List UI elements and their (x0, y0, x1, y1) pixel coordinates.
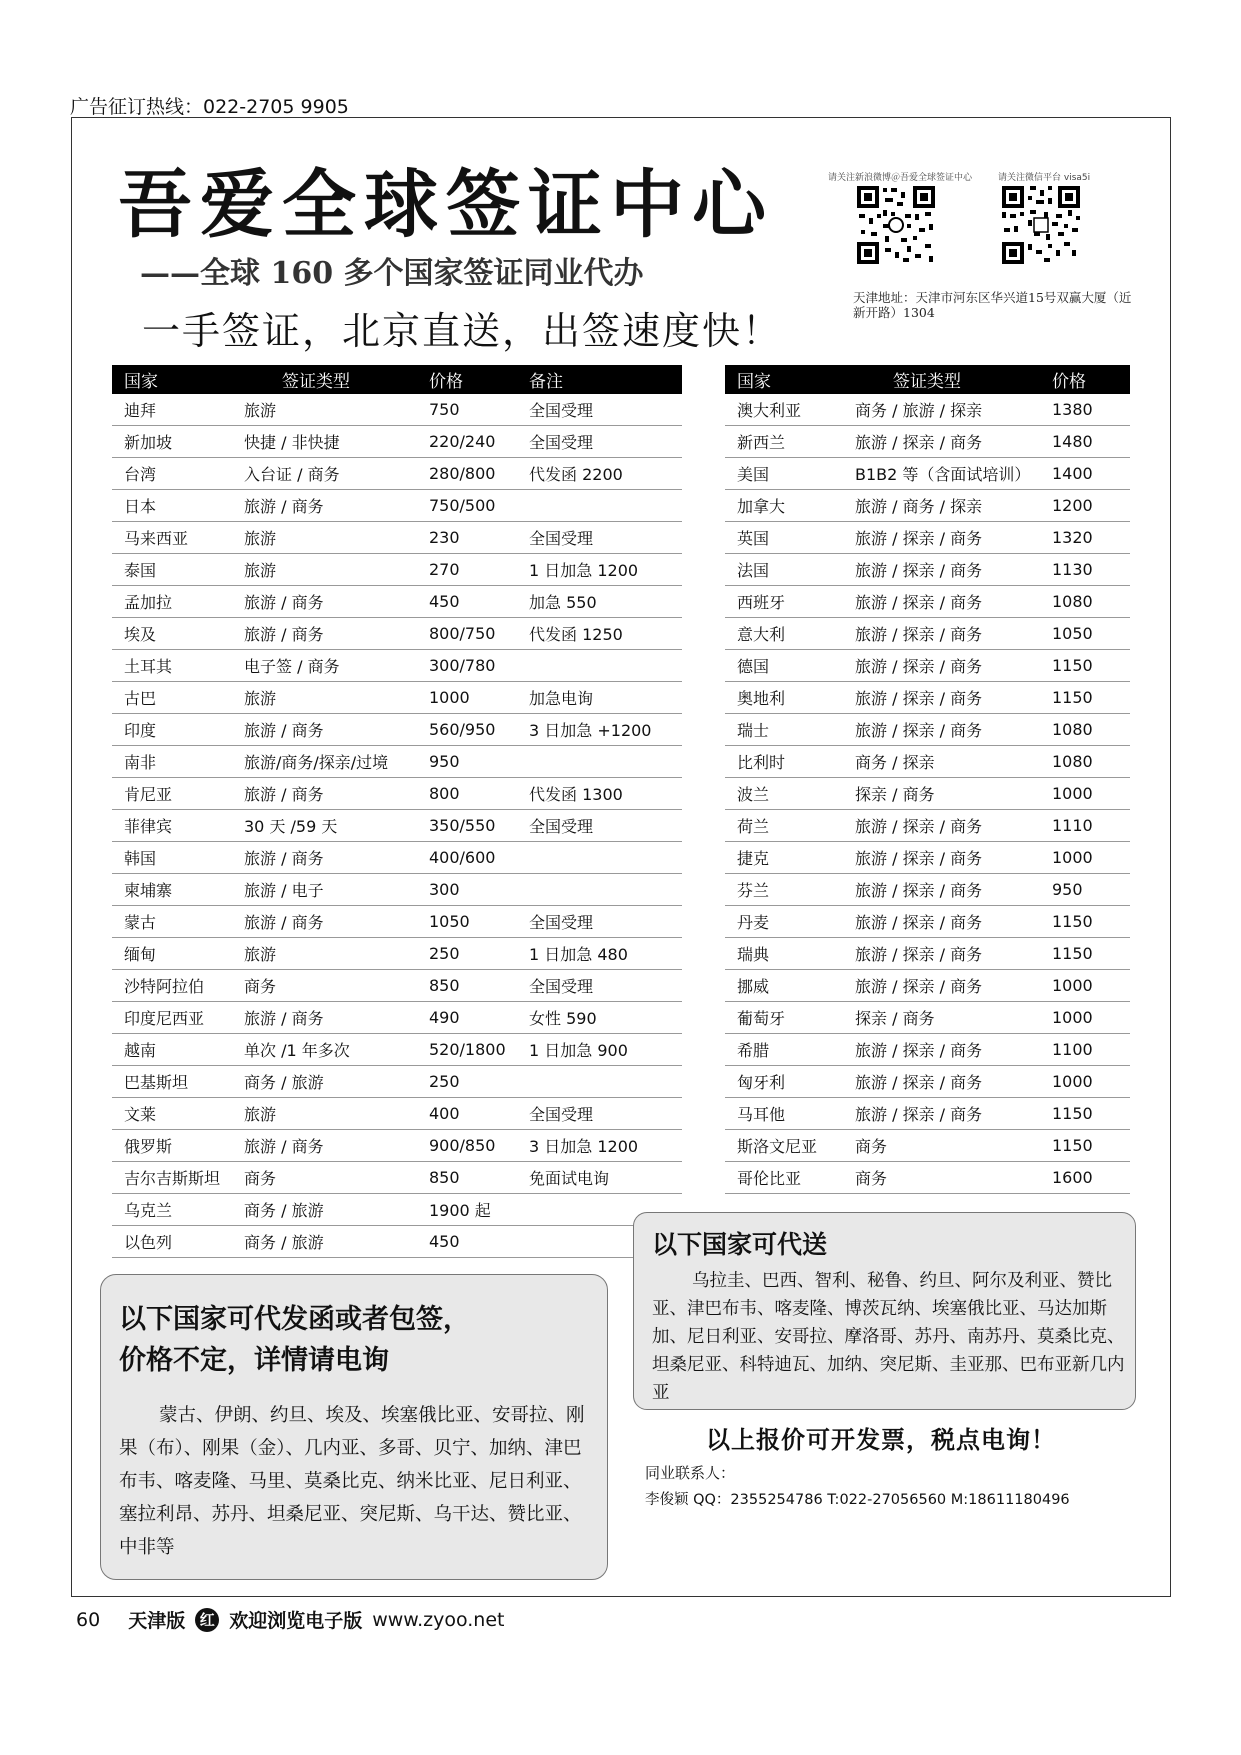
country-cell: 马耳他 (725, 1098, 843, 1130)
visa-type-cell: 入台证 / 商务 (232, 458, 417, 490)
remark-cell: 全国受理 (517, 810, 682, 842)
table-row (725, 682, 1130, 714)
country-cell: 乌克兰 (112, 1194, 232, 1226)
country-cell: 瑞典 (725, 938, 843, 970)
country-cell: 缅甸 (112, 938, 232, 970)
office-address: 天津地址：天津市河东区华兴道15号双赢大厦（近新开路）1304 (853, 290, 1132, 320)
table-row (725, 458, 1130, 490)
price-cell: 1000 (1040, 1066, 1130, 1098)
price-cell: 1200 (1040, 490, 1130, 522)
country-cell: 捷克 (725, 842, 843, 874)
table-row (725, 778, 1130, 810)
table-row (112, 458, 682, 490)
country-cell: 葡萄牙 (725, 1002, 843, 1034)
visa-type-cell: 旅游 / 探亲 / 商务 (843, 906, 1040, 938)
price-cell: 400/600 (417, 842, 517, 874)
table-row (725, 490, 1130, 522)
price-cell: 1050 (417, 906, 517, 938)
visa-type-cell: 旅游 / 探亲 / 商务 (843, 682, 1040, 714)
country-cell: 蒙古 (112, 906, 232, 938)
country-cell: 意大利 (725, 618, 843, 650)
price-cell: 250 (417, 1066, 517, 1098)
wechat-qr-code-icon[interactable] (1000, 184, 1082, 266)
visa-type-cell: 旅游 / 探亲 / 商务 (843, 426, 1040, 458)
delivery-countries-box (633, 1212, 1136, 1410)
visa-type-cell: 旅游 / 探亲 / 商务 (843, 1066, 1040, 1098)
country-cell: 哥伦比亚 (725, 1162, 843, 1194)
left-price-table (112, 365, 682, 1258)
country-cell: 新西兰 (725, 426, 843, 458)
price-cell: 230 (417, 522, 517, 554)
table-row (725, 394, 1130, 426)
country-cell: 荷兰 (725, 810, 843, 842)
price-cell: 1000 (417, 682, 517, 714)
price-cell: 400 (417, 1098, 517, 1130)
country-cell: 台湾 (112, 458, 232, 490)
price-cell: 490 (417, 1002, 517, 1034)
table-row (112, 1034, 682, 1066)
price-cell: 1150 (1040, 906, 1130, 938)
price-cell: 1320 (1040, 522, 1130, 554)
visa-type-cell: 旅游 (232, 682, 417, 714)
country-cell: 法国 (725, 554, 843, 586)
table-row (112, 970, 682, 1002)
country-cell: 泰国 (112, 554, 232, 586)
remark-cell: 免面试电询 (517, 1162, 682, 1194)
table-row (725, 1098, 1130, 1130)
table-row (112, 1162, 682, 1194)
visa-type-cell: 旅游 / 探亲 / 商务 (843, 618, 1040, 650)
visa-type-cell: 旅游 / 探亲 / 商务 (843, 810, 1040, 842)
price-cell: 1150 (1040, 938, 1130, 970)
remark-cell: 1 日加急 480 (517, 938, 682, 970)
table-row (725, 810, 1130, 842)
visa-type-cell: 商务 (232, 970, 417, 1002)
table-row (725, 522, 1130, 554)
qr-wechat-caption: 请关注微信平台 visa5i (998, 173, 1091, 183)
country-cell: 日本 (112, 490, 232, 522)
remark-cell (517, 650, 682, 682)
visa-type-cell: 旅游 / 探亲 / 商务 (843, 938, 1040, 970)
price-cell: 450 (417, 1226, 517, 1258)
visa-type-cell: 旅游 / 探亲 / 商务 (843, 874, 1040, 906)
country-cell: 英国 (725, 522, 843, 554)
country-cell: 瑞士 (725, 714, 843, 746)
price-cell: 1100 (1040, 1034, 1130, 1066)
country-cell: 埃及 (112, 618, 232, 650)
remark-cell: 代发函 1300 (517, 778, 682, 810)
country-cell: 古巴 (112, 682, 232, 714)
table-row (725, 1162, 1130, 1194)
visa-type-cell: 旅游 / 探亲 / 商务 (843, 522, 1040, 554)
price-cell: 1900 起 (417, 1194, 517, 1226)
price-cell: 1150 (1040, 650, 1130, 682)
table-row (112, 1226, 682, 1258)
visa-type-cell: 旅游 / 电子 (232, 874, 417, 906)
visa-type-cell: 旅游 (232, 522, 417, 554)
table-row (725, 938, 1130, 970)
visa-type-cell: 商务 (843, 1162, 1040, 1194)
table-row (725, 714, 1130, 746)
visa-type-cell: 30 天 /59 天 (232, 810, 417, 842)
country-cell: 希腊 (725, 1034, 843, 1066)
qr-weibo-caption: 请关注新浪微博＠吾爱全球签证中心 (828, 173, 973, 183)
price-cell: 1000 (1040, 778, 1130, 810)
country-cell: 沙特阿拉伯 (112, 970, 232, 1002)
table-row (725, 618, 1130, 650)
invitation-countries-box (100, 1274, 608, 1580)
visa-type-cell: 旅游 / 商务 (232, 842, 417, 874)
price-cell: 280/800 (417, 458, 517, 490)
visa-type-cell: 探亲 / 商务 (843, 778, 1040, 810)
visa-type-cell: 单次 /1 年多次 (232, 1034, 417, 1066)
price-cell: 1000 (1040, 842, 1130, 874)
price-cell: 1080 (1040, 586, 1130, 618)
footer-url[interactable]: www.zyoo.net (372, 1608, 505, 1631)
remark-cell: 全国受理 (517, 906, 682, 938)
country-cell: 俄罗斯 (112, 1130, 232, 1162)
page-number: 60 (76, 1608, 101, 1631)
country-cell: 波兰 (725, 778, 843, 810)
visa-type-cell: 旅游 / 商务 (232, 1002, 417, 1034)
table-row (112, 1098, 682, 1130)
price-cell: 900/850 (417, 1130, 517, 1162)
country-cell: 比利时 (725, 746, 843, 778)
slogan: 一手签证，北京直送，出签速度快！ (142, 309, 783, 353)
visa-type-cell: 商务 / 旅游 (232, 1066, 417, 1098)
col-header-visa-type: 签证类型 (232, 365, 417, 394)
table-row (112, 682, 682, 714)
price-cell: 1150 (1040, 1130, 1130, 1162)
country-cell: 吉尔吉斯斯坦 (112, 1162, 232, 1194)
table-row (112, 554, 682, 586)
remark-cell: 3 日加急 +1200 (517, 714, 682, 746)
table-row (725, 650, 1130, 682)
country-cell: 文莱 (112, 1098, 232, 1130)
table-row (725, 1034, 1130, 1066)
table-row (725, 554, 1130, 586)
visa-type-cell: 旅游 / 商务 (232, 618, 417, 650)
table-row (725, 1002, 1130, 1034)
price-cell: 850 (417, 1162, 517, 1194)
remark-cell: 全国受理 (517, 970, 682, 1002)
table-row (112, 714, 682, 746)
visa-type-cell: 商务 (843, 1130, 1040, 1162)
visa-type-cell: 旅游 / 商务 (232, 490, 417, 522)
visa-type-cell: 旅游 (232, 394, 417, 426)
remark-cell (517, 490, 682, 522)
visa-type-cell: 旅游 / 商务 (232, 586, 417, 618)
country-cell: 挪威 (725, 970, 843, 1002)
invitation-country-list: 蒙古、伊朗、约旦、埃及、埃塞俄比亚、安哥拉、刚果（布）、刚果（金）、几内亚、多哥、贝宁、加纳、津巴布韦、喀麦隆、马里、莫桑比克、纳米比亚、尼日利亚、塞拉利昂、苏丹、坦桑尼亚、突尼斯、乌干达、赞比亚、中非等 (119, 1405, 585, 1558)
remark-cell: 全国受理 (517, 426, 682, 458)
remark-cell: 全国受理 (517, 394, 682, 426)
visa-type-cell: 旅游 / 探亲 / 商务 (843, 1034, 1040, 1066)
price-cell: 800/750 (417, 618, 517, 650)
price-cell: 800 (417, 778, 517, 810)
price-cell: 1400 (1040, 458, 1130, 490)
col-header-price: 价格 (417, 365, 517, 394)
price-cell: 1480 (1040, 426, 1130, 458)
table-row (112, 778, 682, 810)
table-row (112, 1194, 682, 1226)
table-row (725, 426, 1130, 458)
country-cell: 匈牙利 (725, 1066, 843, 1098)
col-header-remark: 备注 (517, 365, 682, 394)
price-cell: 350/550 (417, 810, 517, 842)
price-cell: 1150 (1040, 682, 1130, 714)
table-row (112, 426, 682, 458)
remark-cell (517, 1066, 682, 1098)
remark-cell: 1 日加急 1200 (517, 554, 682, 586)
country-cell: 芬兰 (725, 874, 843, 906)
price-cell: 1000 (1040, 1002, 1130, 1034)
remark-cell: 加急电询 (517, 682, 682, 714)
price-cell: 1150 (1040, 1098, 1130, 1130)
price-cell: 1110 (1040, 810, 1130, 842)
visa-type-cell: 旅游 / 商务 (232, 714, 417, 746)
country-cell: 以色列 (112, 1226, 232, 1258)
remark-cell: 全国受理 (517, 522, 682, 554)
table-row (112, 586, 682, 618)
visa-type-cell: 商务 / 旅游 / 探亲 (843, 394, 1040, 426)
country-cell: 越南 (112, 1034, 232, 1066)
delivery-country-list: 乌拉圭、巴西、智利、秘鲁、约旦、阿尔及利亚、赞比亚、津巴布韦、喀麦隆、博茨瓦纳、埃塞俄比亚、马达加斯加、尼日利亚、安哥拉、摩洛哥、苏丹、南苏丹、莫桑比克、坦桑尼亚、科特迪瓦、加纳、突尼斯、圭亚那、巴布亚新几内亚 (652, 1271, 1125, 1403)
table-row (112, 746, 682, 778)
visa-type-cell: 旅游 / 探亲 / 商务 (843, 554, 1040, 586)
remark-cell (517, 746, 682, 778)
remark-cell: 代发函 1250 (517, 618, 682, 650)
price-cell: 300 (417, 874, 517, 906)
visa-type-cell: 商务 / 旅游 (232, 1194, 417, 1226)
visa-type-cell: 探亲 / 商务 (843, 1002, 1040, 1034)
visa-type-cell: 旅游 / 探亲 / 商务 (843, 842, 1040, 874)
remark-cell: 3 日加急 1200 (517, 1130, 682, 1162)
table-row (112, 1066, 682, 1098)
table-row (112, 1002, 682, 1034)
price-cell: 1000 (1040, 970, 1130, 1002)
country-cell: 巴基斯坦 (112, 1066, 232, 1098)
price-cell: 950 (1040, 874, 1130, 906)
table-row (112, 906, 682, 938)
table-row (112, 394, 682, 426)
price-cell: 1050 (1040, 618, 1130, 650)
visa-type-cell: 旅游 / 探亲 / 商务 (843, 970, 1040, 1002)
table-row (112, 842, 682, 874)
visa-type-cell: 商务 / 探亲 (843, 746, 1040, 778)
visa-type-cell: B1B2 等（含面试培训） (843, 458, 1040, 490)
remark-cell: 1 日加急 900 (517, 1034, 682, 1066)
invoice-note: 以上报价可开发票，税点电询！ (706, 1426, 1056, 1454)
visa-type-cell: 旅游 (232, 938, 417, 970)
price-cell: 560/950 (417, 714, 517, 746)
visa-type-cell: 旅游 / 商务 (232, 1130, 417, 1162)
table-row (725, 1130, 1130, 1162)
table-row (725, 906, 1130, 938)
country-cell: 土耳其 (112, 650, 232, 682)
invitation-box-title: 以下国家可代发函或者包签， 价格不定，详情请电询 (119, 1304, 470, 1376)
visa-type-cell: 旅游 / 商务 / 探亲 (843, 490, 1040, 522)
visa-type-cell: 旅游 / 探亲 / 商务 (843, 714, 1040, 746)
right-price-table (725, 365, 1130, 1194)
contact-info[interactable]: 李俊颖 QQ：2355254786 T:022-27056560 M:18611180496 (645, 1492, 1070, 1508)
remark-cell: 代发函 2200 (517, 458, 682, 490)
col-header-country: 国家 (112, 365, 232, 394)
country-cell: 柬埔寨 (112, 874, 232, 906)
table-row (112, 810, 682, 842)
country-cell: 丹麦 (725, 906, 843, 938)
price-cell: 250 (417, 938, 517, 970)
country-cell: 孟加拉 (112, 586, 232, 618)
price-cell: 1380 (1040, 394, 1130, 426)
country-cell: 马来西亚 (112, 522, 232, 554)
page-footer (76, 1606, 505, 1633)
country-cell: 澳大利亚 (725, 394, 843, 426)
visa-type-cell: 旅游 / 商务 (232, 778, 417, 810)
visa-type-cell: 旅游 / 探亲 / 商务 (843, 1098, 1040, 1130)
table-row (112, 618, 682, 650)
ad-hotline: 广告征订热线：022-2705 9905 (70, 96, 349, 118)
table-row (112, 650, 682, 682)
price-cell: 520/1800 (417, 1034, 517, 1066)
table-row (725, 746, 1130, 778)
col-header-price: 价格 (1040, 365, 1130, 394)
visa-type-cell: 旅游 (232, 554, 417, 586)
visa-type-cell: 旅游/商务/探亲/过境 (232, 746, 417, 778)
price-cell: 1130 (1040, 554, 1130, 586)
page-subtitle: ——全球 160 多个国家签证同业代办 (140, 256, 644, 291)
country-cell: 新加坡 (112, 426, 232, 458)
edition-label: 天津版 (128, 1610, 186, 1632)
price-cell: 270 (417, 554, 517, 586)
table-row (112, 938, 682, 970)
col-header-visa-type: 签证类型 (843, 365, 1040, 394)
table-row (725, 970, 1130, 1002)
country-cell: 迪拜 (112, 394, 232, 426)
visa-type-cell: 旅游 / 探亲 / 商务 (843, 586, 1040, 618)
price-cell: 300/780 (417, 650, 517, 682)
visa-type-cell: 商务 (232, 1162, 417, 1194)
hong-logo-icon: 红 (195, 1608, 219, 1632)
country-cell: 菲律宾 (112, 810, 232, 842)
remark-cell (517, 842, 682, 874)
remark-cell: 女性 590 (517, 1002, 682, 1034)
visa-type-cell: 旅游 / 商务 (232, 906, 417, 938)
visa-type-cell: 电子签 / 商务 (232, 650, 417, 682)
visa-type-cell: 商务 / 旅游 (232, 1226, 417, 1258)
price-cell: 750/500 (417, 490, 517, 522)
table-row (112, 522, 682, 554)
col-header-country: 国家 (725, 365, 843, 394)
price-cell: 1080 (1040, 746, 1130, 778)
country-cell: 印度 (112, 714, 232, 746)
country-cell: 韩国 (112, 842, 232, 874)
remark-cell: 全国受理 (517, 1098, 682, 1130)
visa-type-cell: 旅游 (232, 1098, 417, 1130)
table-row (112, 874, 682, 906)
contact-label: 同业联系人： (645, 1464, 736, 1482)
price-cell: 220/240 (417, 426, 517, 458)
price-cell: 1600 (1040, 1162, 1130, 1194)
country-cell: 美国 (725, 458, 843, 490)
table-row (725, 1066, 1130, 1098)
table-row (112, 1130, 682, 1162)
visa-type-cell: 快捷 / 非快捷 (232, 426, 417, 458)
table-row (725, 586, 1130, 618)
weibo-qr-code-icon[interactable] (855, 184, 937, 266)
delivery-box-title: 以下国家可代送 (652, 1230, 828, 1259)
country-cell: 南非 (112, 746, 232, 778)
remark-cell: 加急 550 (517, 586, 682, 618)
table-row (112, 490, 682, 522)
price-cell: 1080 (1040, 714, 1130, 746)
price-cell: 750 (417, 394, 517, 426)
country-cell: 德国 (725, 650, 843, 682)
remark-cell (517, 874, 682, 906)
country-cell: 西班牙 (725, 586, 843, 618)
page-title: 吾爱全球签证中心 (118, 162, 774, 248)
country-cell: 奥地利 (725, 682, 843, 714)
country-cell: 肯尼亚 (112, 778, 232, 810)
country-cell: 印度尼西亚 (112, 1002, 232, 1034)
table-row (725, 842, 1130, 874)
price-cell: 950 (417, 746, 517, 778)
price-cell: 450 (417, 586, 517, 618)
footer-text: 欢迎浏览电子版 (229, 1610, 363, 1632)
country-cell: 斯洛文尼亚 (725, 1130, 843, 1162)
country-cell: 加拿大 (725, 490, 843, 522)
table-row (725, 874, 1130, 906)
price-cell: 850 (417, 970, 517, 1002)
visa-type-cell: 旅游 / 探亲 / 商务 (843, 650, 1040, 682)
